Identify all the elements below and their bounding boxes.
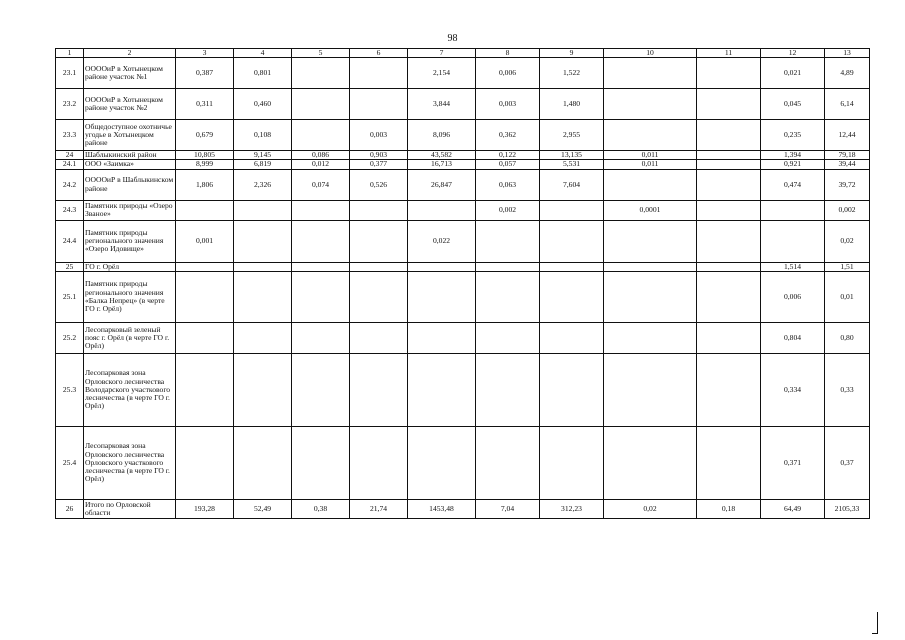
value-cell [604,220,697,262]
table-row [56,160,870,169]
column-number: 7 [408,49,476,58]
value-cell [292,89,350,120]
value-cell [540,322,604,353]
value-cell [540,353,604,426]
value-cell [540,220,604,262]
value-cell: 64,49 [761,499,825,518]
value-cell [697,426,761,499]
row-name-cell: ООООиР в Хотынецком районе участок №1 [84,58,176,89]
value-cell: 0,074 [292,169,350,200]
value-cell [234,262,292,271]
value-cell: 2,326 [234,169,292,200]
value-cell: 0,01 [825,271,870,322]
value-cell: 6,14 [825,89,870,120]
value-cell: 0,002 [825,200,870,220]
value-cell: 0,02 [825,220,870,262]
value-cell [697,160,761,169]
row-name-cell: Лесопарковая зона Орловского лесничества Орловского участкового лесничества (в черте ГО г. Орёл) [84,426,176,499]
value-cell [350,220,408,262]
value-cell: 0,006 [761,271,825,322]
data-table [55,48,870,519]
value-cell: 1,522 [540,58,604,89]
value-cell [476,262,540,271]
value-cell [697,151,761,160]
row-name-cell: ГО г. Орёл [84,262,176,271]
value-cell: 0,0001 [604,200,697,220]
value-cell [292,322,350,353]
value-cell: 1,806 [176,169,234,200]
margin-tick [872,633,878,634]
value-cell [761,220,825,262]
value-cell: 0,086 [292,151,350,160]
value-cell [350,200,408,220]
value-cell [176,262,234,271]
value-cell [350,426,408,499]
row-name-cell: Шаблыкинский район [84,151,176,160]
value-cell [292,200,350,220]
value-cell: 2,154 [408,58,476,89]
value-cell [176,426,234,499]
row-number-cell: 26 [56,499,84,518]
value-cell: 2,955 [540,120,604,151]
value-cell: 13,135 [540,151,604,160]
value-cell: 7,04 [476,499,540,518]
value-cell [697,169,761,200]
value-cell: 193,28 [176,499,234,518]
table-row [56,169,870,200]
value-cell [408,200,476,220]
value-cell: 79,18 [825,151,870,160]
value-cell [476,426,540,499]
value-cell: 12,44 [825,120,870,151]
row-number-cell: 25 [56,262,84,271]
value-cell [234,426,292,499]
row-number-cell: 24.3 [56,200,84,220]
row-number-cell: 23.3 [56,120,84,151]
value-cell [697,200,761,220]
value-cell: 1453,48 [408,499,476,518]
value-cell [292,262,350,271]
value-cell [408,262,476,271]
value-cell: 1,514 [761,262,825,271]
table-row [56,89,870,120]
value-cell [604,426,697,499]
table-row [56,262,870,271]
value-cell [176,271,234,322]
value-cell [697,220,761,262]
table-row [56,200,870,220]
row-name-cell: Лесопарковый зеленый пояс г. Орёл (в черте ГО г. Орёл) [84,322,176,353]
margin-mark [877,612,878,634]
row-number-cell: 25.3 [56,353,84,426]
value-cell: 0,022 [408,220,476,262]
row-number-cell: 25.2 [56,322,84,353]
value-cell [408,271,476,322]
value-cell: 0,063 [476,169,540,200]
column-number: 11 [697,49,761,58]
value-cell: 0,002 [476,200,540,220]
value-cell [234,220,292,262]
value-cell: 0,021 [761,58,825,89]
column-number: 2 [84,49,176,58]
value-cell [176,200,234,220]
value-cell [604,322,697,353]
value-cell: 43,582 [408,151,476,160]
value-cell: 21,74 [350,499,408,518]
value-cell [350,353,408,426]
value-cell [476,322,540,353]
table-row [56,426,870,499]
value-cell [697,271,761,322]
value-cell: 0,801 [234,58,292,89]
row-number-cell: 24.1 [56,160,84,169]
value-cell: 0,311 [176,89,234,120]
value-cell: 0,108 [234,120,292,151]
value-cell: 0,001 [176,220,234,262]
row-number-cell: 24 [56,151,84,160]
value-cell [540,426,604,499]
column-number-row [56,49,870,58]
value-cell: 0,011 [604,160,697,169]
column-number: 13 [825,49,870,58]
value-cell: 0,334 [761,353,825,426]
row-name-cell: ООООиР в Хотынецком районе участок №2 [84,89,176,120]
table-row [56,58,870,89]
value-cell [234,271,292,322]
value-cell [604,58,697,89]
value-cell: 0,679 [176,120,234,151]
value-cell: 0,235 [761,120,825,151]
value-cell [476,353,540,426]
value-cell: 0,122 [476,151,540,160]
value-cell [604,353,697,426]
value-cell [176,322,234,353]
value-cell [408,353,476,426]
value-cell: 0,38 [292,499,350,518]
value-cell [350,271,408,322]
value-cell: 39,72 [825,169,870,200]
value-cell: 9,145 [234,151,292,160]
row-name-cell: Итого по Орловской области [84,499,176,518]
value-cell [476,271,540,322]
value-cell [604,262,697,271]
value-cell: 8,999 [176,160,234,169]
value-cell: 4,89 [825,58,870,89]
value-cell: 0,387 [176,58,234,89]
value-cell: 0,18 [697,499,761,518]
row-name-cell: Памятник природы регионального значения «Балка Непрец» (в черте ГО г. Орёл) [84,271,176,322]
column-number: 1 [56,49,84,58]
value-cell: 1,51 [825,262,870,271]
row-number-cell: 25.1 [56,271,84,322]
value-cell: 0,804 [761,322,825,353]
value-cell [604,169,697,200]
value-cell [697,322,761,353]
table-row [56,322,870,353]
value-cell [604,120,697,151]
value-cell: 0,526 [350,169,408,200]
value-cell: 0,003 [476,89,540,120]
table-body [56,49,870,519]
value-cell: 1,480 [540,89,604,120]
row-name-cell: Общедоступное охотничье угодье в Хотынецком районе [84,120,176,151]
value-cell: 39,44 [825,160,870,169]
column-number: 8 [476,49,540,58]
value-cell: 0,006 [476,58,540,89]
value-cell [292,353,350,426]
value-cell [350,322,408,353]
value-cell: 0,921 [761,160,825,169]
value-cell: 16,713 [408,160,476,169]
table-row [56,151,870,160]
row-number-cell: 23.1 [56,58,84,89]
column-number: 12 [761,49,825,58]
value-cell [234,200,292,220]
value-cell [476,220,540,262]
value-cell: 1,394 [761,151,825,160]
table-row [56,120,870,151]
value-cell [408,426,476,499]
value-cell: 2105,33 [825,499,870,518]
column-number: 4 [234,49,292,58]
value-cell: 0,37 [825,426,870,499]
value-cell: 3,844 [408,89,476,120]
value-cell [604,271,697,322]
value-cell: 0,33 [825,353,870,426]
column-number: 3 [176,49,234,58]
value-cell [540,200,604,220]
row-name-cell: ООООиР в Шаблыкинском районе [84,169,176,200]
value-cell [292,271,350,322]
table-row [56,499,870,518]
value-cell [697,262,761,271]
value-cell [292,220,350,262]
value-cell [292,120,350,151]
value-cell [697,58,761,89]
value-cell: 52,49 [234,499,292,518]
value-cell: 7,604 [540,169,604,200]
row-name-cell: ООО «Заимка» [84,160,176,169]
value-cell [540,271,604,322]
value-cell: 0,474 [761,169,825,200]
value-cell: 0,045 [761,89,825,120]
column-number: 9 [540,49,604,58]
row-number-cell: 23.2 [56,89,84,120]
table-row [56,220,870,262]
value-cell [176,353,234,426]
value-cell [761,200,825,220]
row-number-cell: 24.2 [56,169,84,200]
value-cell: 0,02 [604,499,697,518]
value-cell: 10,805 [176,151,234,160]
page-number: 98 [447,33,458,44]
value-cell: 0,460 [234,89,292,120]
value-cell [697,89,761,120]
column-number: 6 [350,49,408,58]
value-cell: 0,377 [350,160,408,169]
value-cell [350,58,408,89]
value-cell: 312,23 [540,499,604,518]
value-cell: 5,531 [540,160,604,169]
value-cell: 6,819 [234,160,292,169]
column-number: 5 [292,49,350,58]
value-cell [697,120,761,151]
row-name-cell: Памятник природы регионального значения «Озеро Идовище» [84,220,176,262]
value-cell [292,426,350,499]
value-cell [350,89,408,120]
value-cell: 8,096 [408,120,476,151]
value-cell: 0,362 [476,120,540,151]
value-cell [540,262,604,271]
value-cell [697,353,761,426]
row-number-cell: 25.4 [56,426,84,499]
table-row [56,271,870,322]
value-cell [350,262,408,271]
value-cell [604,89,697,120]
value-cell: 0,003 [350,120,408,151]
row-name-cell: Лесопарковая зона Орловского лесничества Володарского участкового лесничества (в черте ГО г. Орёл) [84,353,176,426]
value-cell: 0,371 [761,426,825,499]
row-number-cell: 24.4 [56,220,84,262]
column-number: 10 [604,49,697,58]
value-cell: 0,903 [350,151,408,160]
value-cell [292,58,350,89]
value-cell: 0,057 [476,160,540,169]
value-cell: 0,012 [292,160,350,169]
value-cell [408,322,476,353]
value-cell: 0,011 [604,151,697,160]
table-row [56,353,870,426]
row-name-cell: Памятник природы «Озеро Званое» [84,200,176,220]
value-cell: 0,80 [825,322,870,353]
value-cell: 26,847 [408,169,476,200]
value-cell [234,322,292,353]
value-cell [234,353,292,426]
